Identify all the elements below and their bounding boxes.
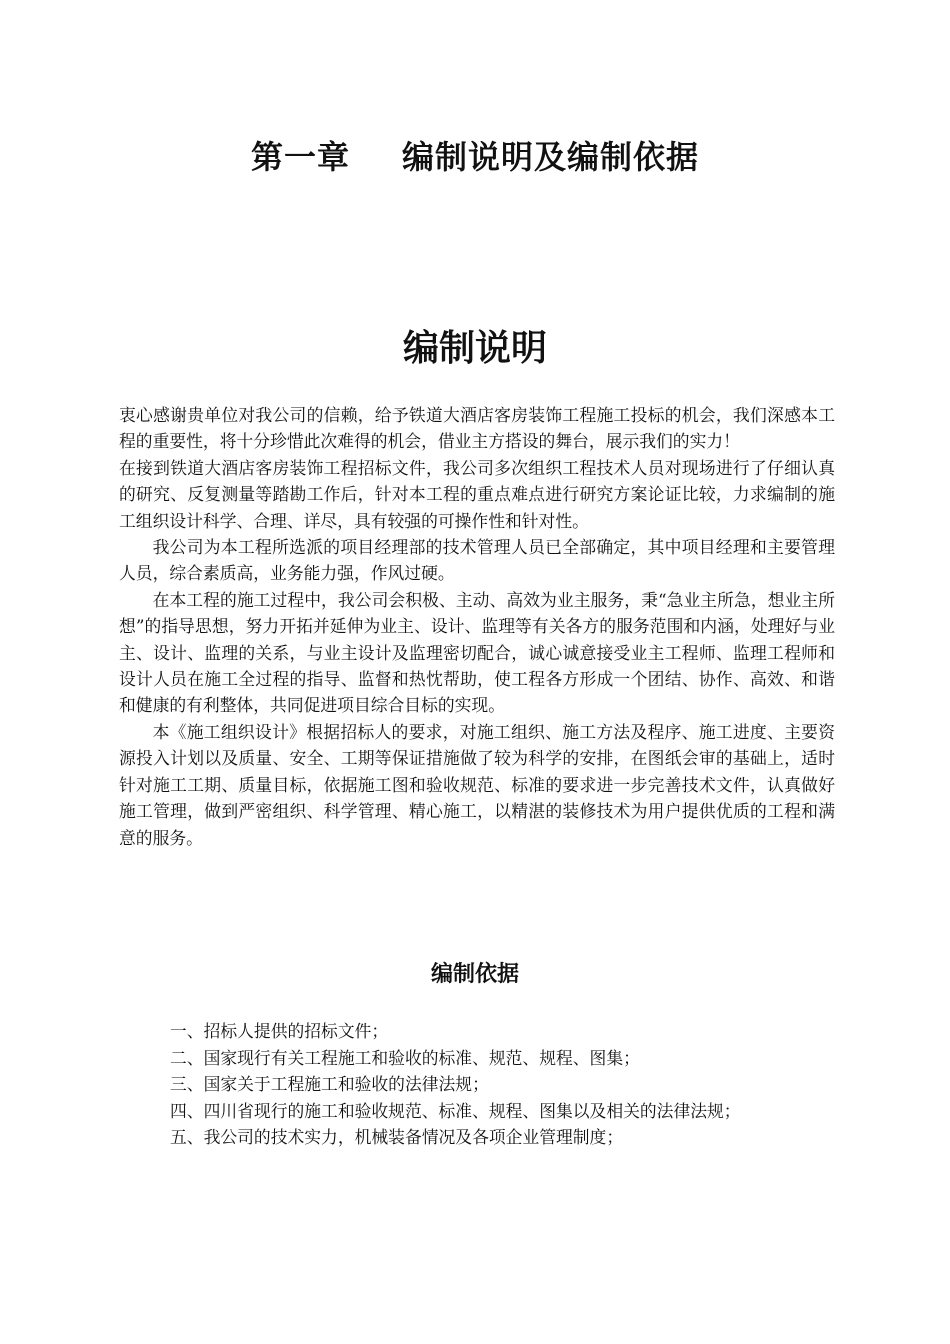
chapter-number: 第一章 <box>250 138 350 176</box>
basis-item: 三、国家关于工程施工和验收的法律法规； <box>170 1074 489 1094</box>
paragraph-4: 在本工程的施工过程中，我公司会积极、主动、高效为业主服务，秉“急业主所急，想业主所想”的指导思想，努力开拓并延伸为业主、设计、监理等有关各方的服务范围和内涵，处理好与业主、设计、监理的关系，与业主设计及监理密切配合，诚心诚意接受业主工程师、监理工程师和设计人员在施工全过程的指导、监督和热忱帮助，使工程各方形成一个团结、协作、高效、和谐和健康的有利整体，共同促进项目综合目标的实现。 <box>119 589 835 716</box>
chapter-name: 编制说明及编制依据 <box>402 138 700 176</box>
chapter-title <box>0 132 950 178</box>
basis-item: 二、国家现行有关工程施工和验收的标准、规范、规程、图集； <box>170 1047 640 1068</box>
basis-item: 一、招标人提供的招标文件； <box>170 1021 389 1041</box>
paragraph-2: 在接到铁道大酒店客房装饰工程招标文件，我公司多次组织工程技术人员对现场进行了仔细认真的研究、反复测量等踏勘工作后，针对本工程的重点难点进行研究方案论证比较，力求编制的施工组织设计科学、合理、详尽，具有较强的可操作性和针对性。 <box>119 457 835 531</box>
paragraph-5: 本《施工组织设计》根据招标人的要求，对施工组织、施工方法及程序、施工进度、主要资源投入计划以及质量、安全、工期等保证措施做了较为科学的安排，在图纸会审的基础上，适时针对施工工期、质量目标，依据施工图和验收规范、标准的要求进一步完善技术文件，认真做好施工管理，做到严密组织、科学管理、精心施工，以精湛的装修技术为用户提供优质的工程和满意的服务。 <box>119 721 835 848</box>
paragraph-1: 衷心感谢贵单位对我公司的信赖，给予铁道大酒店客房装饰工程施工投标的机会，我们深感本工程的重要性，将十分珍惜此次难得的机会，借业主方搭设的舞台，展示我们的实力！ <box>119 405 835 452</box>
section-title: 编制说明 <box>402 328 547 369</box>
basis-item: 五、我公司的技术实力，机械装备情况及各项企业管理制度； <box>170 1127 624 1147</box>
basis-title: 编制依据 <box>430 962 519 987</box>
basis-item: 四、四川省现行的施工和验收规范、标准、规程、图集以及相关的法律法规； <box>170 1100 741 1121</box>
paragraph-3: 我公司为本工程所选派的项目经理部的技术管理人员已全部确定，其中项目经理和主要管理人员，综合素质高，业务能力强，作风过硬。 <box>119 537 835 584</box>
intro-body <box>119 402 835 851</box>
basis-list <box>170 1018 850 1151</box>
